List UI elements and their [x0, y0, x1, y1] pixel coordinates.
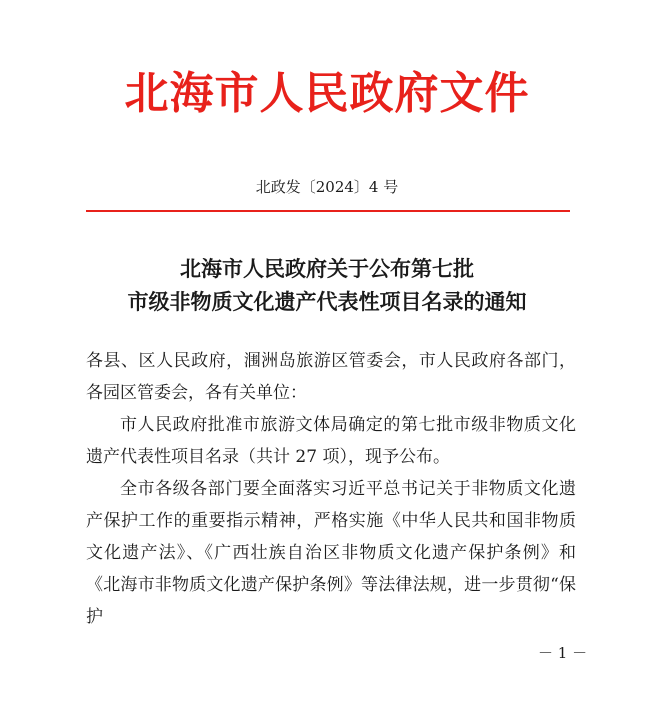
recipients-paragraph: 各县、区人民政府，涠洲岛旅游区管委会，市人民政府各部门，各园区管委会，各有关单位： — [86, 351, 576, 403]
notice-title-line-1: 北海市人民政府关于公布第七批 — [180, 256, 474, 281]
body-paragraph-2: 全市各级各部门要全面落实习近平总书记关于非物质文化遗产保护工作的重要指示精神，严格实施《中华人民共和国非物质文化遗产法》、《广西壮族自治区非物质文化遗产保护条例》和《北海市非物质文化遗产保护条例》等法律法规，进一步贯彻“保护 — [86, 479, 576, 627]
header-divider-rule — [86, 210, 570, 212]
body-paragraph-1: 市人民政府批准市旅游文体局确定的第七批市级非物质文化遗产代表性项目名录（共计 27 项），现予公布。 — [86, 415, 576, 467]
document-number: 北政发〔2024〕4 号 — [255, 178, 399, 196]
notice-title-line-2: 市级非物质文化遗产代表性项目名录的通知 — [127, 289, 527, 314]
notice-title — [0, 252, 654, 318]
page-number: － 1 － — [538, 644, 588, 662]
notice-body — [86, 345, 576, 633]
document-header-title: 北海市人民政府文件 — [124, 68, 530, 119]
